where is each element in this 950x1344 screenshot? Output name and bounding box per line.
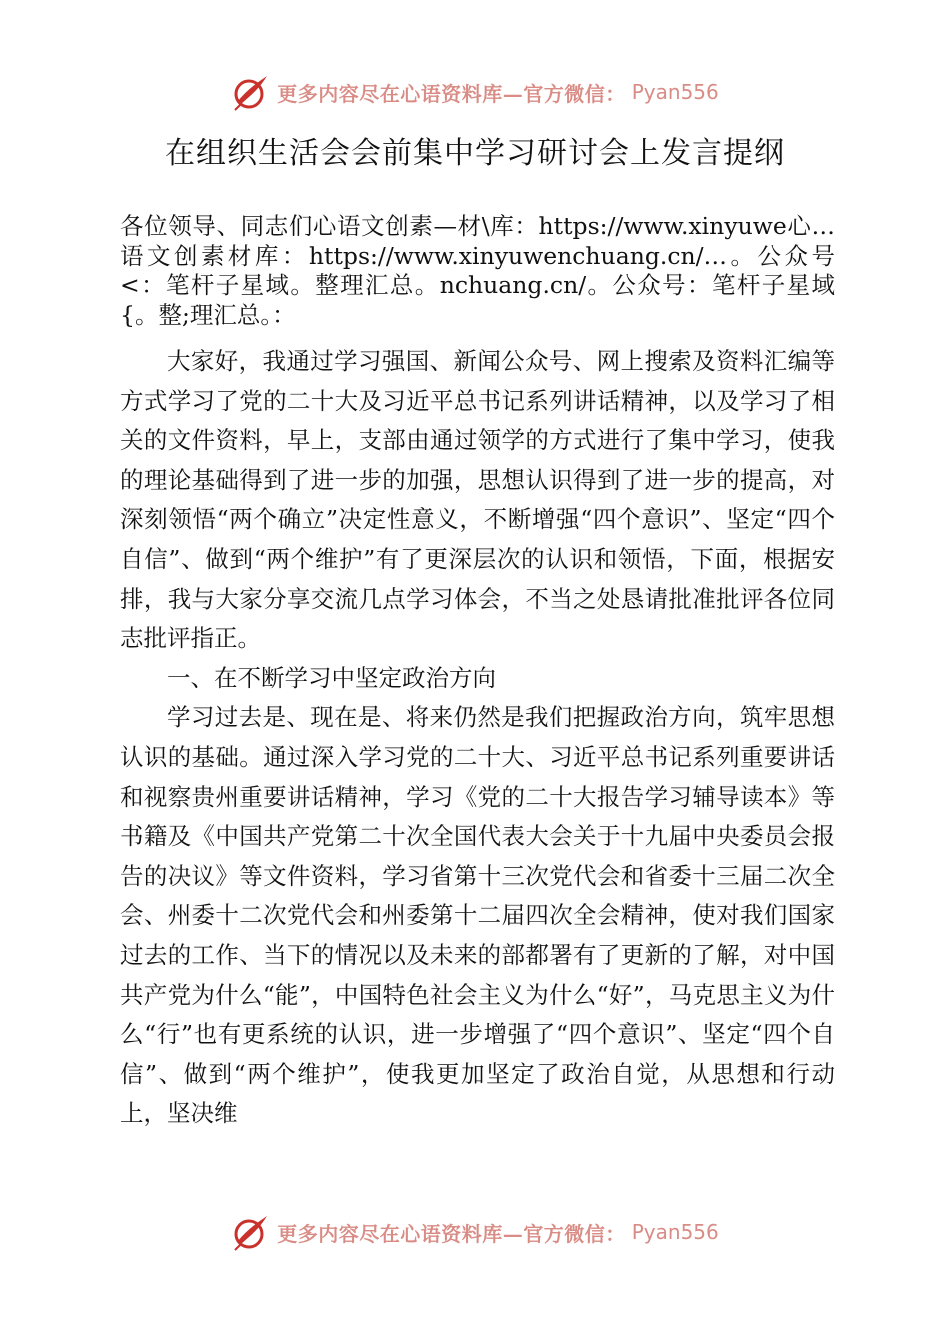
greeting-paragraph: 各位领导、同志们心语文创素—材\库：https://www.xinyuwe心…语文创素材库：https://www.xinyuwenchuang.cn/…。公众号<：笔杆子星域。整理汇总。nchuang.cn/。公众号：笔杆子星域{。整;理汇总。：	[120, 212, 835, 329]
section-heading: 一、在不断学习中坚定政治方向	[167, 663, 496, 692]
document-body	[120, 212, 835, 1134]
quill-logo-icon	[231, 1212, 271, 1252]
header-watermark-banner	[0, 70, 950, 114]
body-paragraph: 学习过去是、现在是、将来仍然是我们把握政治方向，筑牢思想认识的基础。通过深入学习党的二十大、习近平总书记系列重要讲话和视察贵州重要讲话精神，学习《党的二十大报告学习辅导读本》等书籍及《中国共产党第二十次全国代表大会关于十九届中央委员会报告的决议》等文件资料，学习省第十三次党代会和省委十三届二次全会、州委十二次党代会和州委第十二届四次全会精神，使对我们国家过去的工作、当下的情况以及未来的部都署有了更新的了解，对中国共产党为什么“能”，中国特色社会主义为什么“好”，马克思主义为什么“行”也有更系统的认识，进一步增强了“四个意识”、坚定“四个自信”、做到“两个维护”，使我更加坚定了政治自觉，从思想和行动上，坚决维	[120, 703, 835, 1128]
watermark-text: 更多内容尽在心语资料库—官方微信：	[277, 1221, 626, 1246]
document-title: 在组织生活会会前集中学习研讨会上发言提纲	[165, 136, 785, 171]
watermark-text: 更多内容尽在心语资料库—官方微信：	[277, 81, 626, 106]
watermark-contact: Pyan556	[631, 1220, 719, 1244]
watermark-contact: Pyan556	[631, 80, 719, 104]
quill-logo-icon	[231, 72, 271, 112]
body-paragraph: 大家好，我通过学习强国、新闻公众号、网上搜索及资料汇编等方式学习了党的二十大及习近平总书记系列讲话精神，以及学习了相关的文件资料，早上，支部由通过领学的方式进行了集中学习，使我的理论基础得到了进一步的加强，思想认识得到了进一步的提高，对深刻领悟“两个确立”决定性意义，不断增强“四个意识”、坚定“四个自信”、做到“两个维护”有了更深层次的认识和领悟，下面，根据安排，我与大家分享交流几点学习体会，不当之处恳请批准批评各位同志批评指正。	[120, 347, 835, 653]
footer-watermark-banner	[0, 1210, 950, 1254]
